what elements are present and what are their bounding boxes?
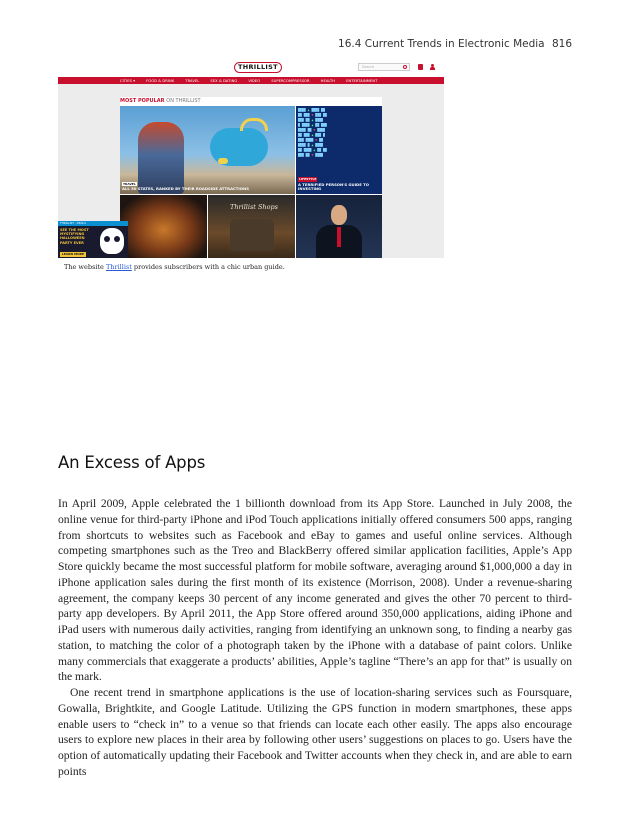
user-icon — [430, 64, 435, 70]
tile-actor-image — [296, 195, 382, 258]
actor-tie — [337, 227, 341, 247]
ad-button: LEARN MORE — [61, 252, 85, 256]
nav-item-video: VIDEO — [248, 78, 261, 83]
nav-item-health: HEALTH — [320, 78, 336, 83]
actor-head — [331, 205, 347, 225]
tile-caption-main — [122, 182, 249, 192]
nav-item-sex-dating: SEX & DATING — [210, 78, 238, 83]
figure-caption — [64, 263, 285, 271]
thrillist-logo: THRILLIST — [234, 62, 282, 73]
most-popular-title-grey: ON THRILLIST — [166, 98, 201, 104]
nav-item-supercompressor: SUPERCOMPRESSOR — [271, 78, 310, 83]
site-nav — [58, 77, 444, 84]
halloween-ad — [58, 221, 128, 258]
tile-caption-main-text: ALL 50 STATES, RANKED BY THEIR ROADSIDE ATTRACTIONS — [122, 186, 249, 192]
nav-item-food-drink: FOOD & DRINK — [146, 78, 175, 83]
figure-caption-prefix: The website — [64, 263, 106, 271]
most-popular-title — [120, 98, 201, 104]
tile-caption-stock — [298, 177, 375, 192]
body-text — [58, 496, 572, 780]
ad-top-bar: THRILLIST · DEALS — [58, 221, 128, 226]
running-head-section: 16.4 Current Trends in Electronic Media — [338, 38, 545, 50]
shops-script-logo: Thrillist Shops — [230, 203, 279, 211]
site-search-input — [358, 63, 410, 71]
shopping-bag-icon — [418, 64, 423, 70]
leather-bag-image — [230, 219, 274, 251]
most-popular-title-red: MOST POPULAR — [120, 98, 165, 104]
blue-bull-statue-image — [210, 128, 268, 166]
search-icon — [403, 65, 407, 69]
section-heading: An Excess of Apps — [58, 453, 206, 472]
tile-burger-image — [120, 195, 207, 258]
tile-stock-ticker — [296, 106, 382, 194]
skull-icon — [100, 228, 124, 254]
figure-caption-suffix: provides subscribers with a chic urban guide. — [131, 263, 285, 271]
nav-item-travel: TRAVEL — [185, 78, 200, 83]
tile-badge-travel: TRAVEL — [123, 181, 136, 186]
tile-badge-lifestyle: LIFESTYLE — [299, 177, 317, 182]
running-head — [338, 38, 572, 50]
ad-headline: SEE THE MOST MYSTIFYING HALLOWEEN PARTY EVER — [60, 228, 89, 245]
tile-shops — [208, 195, 295, 258]
stock-ticker-image: ████ ▲ ████ ██ ██ ███ ▼ ███ ██ ███ ██ ▲ ████ █ ████ ▲ ██ ███ ████ ██ ▼ ████ ██ ███ ▲ ███ █ ███ ████ ▼ ██ ████ █ ▲ ████ ██ ████ ▲ ██ ██ ███ ██ ▼ ████ — [298, 108, 327, 157]
site-search-placeholder: Search — [362, 65, 375, 69]
most-popular-panel — [120, 97, 382, 258]
paragraph-1: In April 2009, Apple celebrated the 1 billionth download from its App Store. Launched in July 2008, the online venue for third-party iPhone and iPod Touch applications initially offered consumers 500 apps, ranging from shortcuts to websites such as Facebook and eBay to games and useful online services. Although competing smartphones such as the Treo and BlackBerry offered similar application facilities, Apple’s App Store quickly became the most successful platform for mobile software, averaging around $1,000,000 a day in iPhone application sales during the first month of its existence (Morrison, 2008). Under a revenue-sharing agreement, the company keeps 30 percent of any income generated and gives the other 70 percent to third-party app developers. By April 2011, the App Store offered around 350,000 applications, aiding iPhone and iPad users with numerous daily activities, ranging from identifying an unknown song, to finding a nearby gas station, to matching the color of a photograph taken by the iPhone with a database of paint colors. Unlike many commercials that exaggerate a products’ abilities, Apple’s tagline “There’s an app for that” is usually on the mark. — [58, 497, 572, 684]
tile-caption-stock-text: A TERRIFIED PERSON'S GUIDE TO INVESTING — [298, 181, 369, 192]
nav-item-entertainment: ENTERTAINMENT — [346, 78, 378, 83]
site-header — [58, 57, 444, 77]
thrillist-screenshot-figure — [58, 57, 444, 258]
page-number: 816 — [551, 38, 572, 50]
nav-item-cities: CITIES ▾ — [120, 78, 136, 83]
thrillist-link[interactable]: Thrillist — [105, 263, 132, 271]
paragraph-2: One recent trend in smartphone applications is the use of location-sharing services such as Foursquare, Gowalla, Brightkite, and Google Latitude. Utilizing the GPS function in modern smartphones, these apps enable users to “check in” to a venue so that friends can locate each other easily. The apps also encourage users to explore new places in their area by following other users’ suggestions on places to go. Users have the option of automatically updating their Facebook and Twitter accounts when they check in, and are able to earn points — [58, 686, 572, 778]
tile-roadside-attractions — [120, 106, 295, 194]
